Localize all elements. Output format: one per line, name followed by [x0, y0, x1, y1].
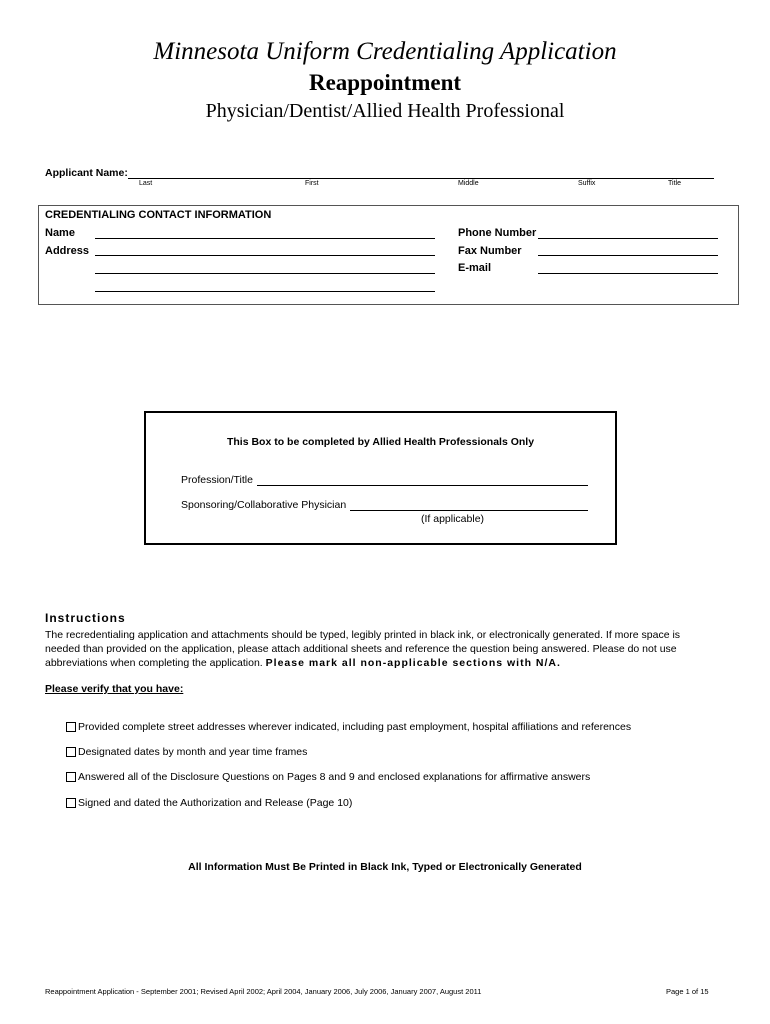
checklist-item[interactable] — [66, 721, 631, 733]
contact-name-field[interactable] — [95, 238, 435, 239]
applicant-name-field[interactable] — [128, 178, 714, 179]
contact-name-label: Name — [45, 227, 75, 239]
instructions-emphasis: Please mark all non-applicable sections with N/A. — [265, 657, 561, 669]
contact-address-line-1[interactable] — [95, 255, 435, 256]
checklist-item[interactable] — [66, 797, 352, 809]
applicant-suffix-label: Suffix — [578, 180, 596, 187]
allied-heading: This Box to be completed by Allied Health Professionals Only — [226, 436, 535, 448]
checkbox[interactable] — [66, 772, 76, 782]
applicant-last-label: Last — [139, 180, 153, 187]
checklist-item[interactable] — [66, 746, 307, 758]
form-audience: Physician/Dentist/Allied Health Professional — [205, 100, 565, 122]
if-applicable-note: (If applicable) — [421, 513, 485, 525]
physician-label: Sponsoring/Collaborative Physician — [181, 499, 347, 511]
applicant-title-label: Title — [668, 180, 681, 187]
contact-email-field[interactable] — [538, 273, 718, 274]
checkbox[interactable] — [66, 747, 76, 757]
contact-fax-label: Fax Number — [458, 245, 522, 257]
instructions-line-3-wrap — [45, 656, 745, 670]
applicant-first-label: First — [305, 180, 319, 187]
checklist-label: Answered all of the Disclosure Questions on Pages 8 and 9 and enclosed explanations for affirmative answers — [78, 771, 591, 783]
applicant-middle-label: Middle — [458, 180, 479, 187]
instructions-line-1: The recredentialing application and attachments should be typed, legibly printed in black ink, or electronically generated. If more space is — [45, 629, 681, 641]
instructions-line-3: abbreviations when completing the application. — [45, 657, 263, 669]
checklist-label: Designated dates by month and year time frames — [78, 746, 308, 758]
ink-notice: All Information Must Be Printed in Black Ink, Typed or Electronically Generated — [188, 861, 582, 873]
instructions-body — [45, 628, 745, 670]
checklist-label: Provided complete street addresses wherever indicated, including past employment, hospital affiliations and references — [78, 721, 632, 733]
contact-address-label: Address — [45, 245, 90, 257]
footer-revision: Reappointment Application - September 2001; Revised April 2002; April 2004, January 2006, July 2006, January 2007, August 2011 — [45, 987, 482, 996]
physician-field[interactable] — [350, 510, 588, 511]
form-title: Minnesota Uniform Credentialing Application — [153, 38, 617, 65]
footer-page-number: Page 1 of 15 — [666, 987, 709, 996]
checkbox[interactable] — [66, 722, 76, 732]
contact-fax-field[interactable] — [538, 255, 718, 256]
contact-email-label: E-mail — [458, 262, 492, 274]
form-subtitle: Reappointment — [308, 70, 462, 95]
checklist-item[interactable] — [66, 771, 590, 783]
checkbox[interactable] — [66, 798, 76, 808]
contact-phone-field[interactable] — [538, 238, 718, 239]
contact-heading: CREDENTIALING CONTACT INFORMATION — [45, 209, 272, 221]
contact-address-line-3[interactable] — [95, 291, 435, 292]
contact-phone-label: Phone Number — [458, 227, 537, 239]
instructions-heading: Instructions — [45, 611, 126, 625]
verify-heading: Please verify that you have: — [45, 683, 184, 695]
profession-label: Profession/Title — [181, 474, 253, 486]
applicant-name-label: Applicant Name: — [45, 167, 128, 179]
instructions-line-2: needed than provided on the application, please attach additional sheets and reference the question being answered. Please do not use — [45, 643, 677, 655]
profession-field[interactable] — [257, 485, 588, 486]
checklist-label: Signed and dated the Authorization and Release (Page 10) — [78, 797, 353, 809]
contact-address-line-2[interactable] — [95, 273, 435, 274]
